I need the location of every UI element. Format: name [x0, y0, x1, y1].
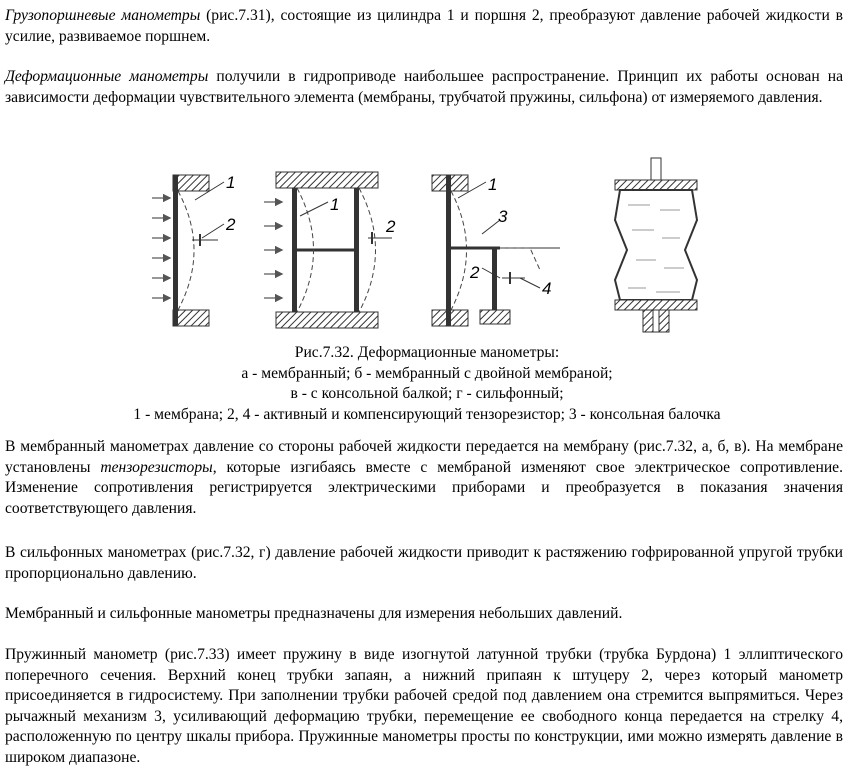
- paragraph-text: В мембранный манометрах давление со стороны рабочей жидкости передается на мембрану (рис.7.32, а, б, в). На мембране установлены: [5, 438, 843, 476]
- label-b2: 2: [386, 217, 396, 236]
- paragraph-bellows-gauges: В сильфонных манометрах (рис.7.32, г) давление рабочей жидкости приводит к растяжению гофрированной упругой трубки пропорционально давлению.: [5, 544, 843, 582]
- paragraph-text: (рис.7.31), состоящие из цилиндра 1 и поршня 2, преобразуют давление рабочей жидкости в усилие, развиваемое поршнем.: [5, 7, 843, 45]
- term-piston-gauges: Грузопоршневые манометры: [5, 7, 201, 24]
- term-deformation-gauges: Деформационные манометры: [5, 68, 209, 85]
- diagram-b-double-membrane: [264, 172, 396, 328]
- diagram-a-membrane: [152, 173, 236, 326]
- paragraph-deformation-gauges: [5, 67, 843, 108]
- paragraph-small-pressures: Мембранный и сильфонные манометры предназначены для измерения небольших давлений.: [5, 605, 623, 622]
- caption-line-cd: в - с консольной балкой; г - сильфонный;: [290, 385, 564, 402]
- label-a2: 2: [226, 215, 236, 234]
- diagram-c-cantilever: [432, 175, 560, 326]
- label-c1: 1: [488, 175, 498, 194]
- caption-line-title: Рис.7.32. Деформационные манометры:: [294, 344, 560, 361]
- figure-7-32: [140, 150, 740, 350]
- caption-line-legend: 1 - мембрана; 2, 4 - активный и компенсирующий тензорезистор; 3 - консольная балочка: [133, 405, 721, 423]
- label-c2: 2: [470, 263, 480, 282]
- paragraph-piston-gauges: [5, 6, 843, 47]
- label-c4: 4: [542, 279, 552, 298]
- gauge-diagrams: [140, 150, 740, 350]
- paragraph-spring-gauge: Пружинный манометр (рис.7.33) имеет пружину в виде изогнутой латунной трубки (трубка Бурдона) 1 эллиптического поперечного сечения. Верхний конец трубки запаян, а нижний припаян к штуцеру 2, через который манометр присоединяется в гидросистему. При заполнении трубки рабочей средой под давлением она стремится выпрямиться. Через рычажный механизм 3, усиливающий деформацию трубки, перемещение ее свободного конца передается на стрелку 4, расположенную по центру шкалы прибора. Пружинные манометры просты по конструкции, ими можно измерять давление в широком диапазоне.: [5, 646, 843, 766]
- label-a1: 1: [226, 173, 236, 192]
- term-strain-gauges: тензорезисторы: [100, 458, 213, 476]
- caption-line-ab: а - мембранный; б - мембранный с двойной мембраной;: [241, 364, 613, 382]
- paragraph-membrane-gauges: [5, 437, 843, 519]
- label-b1: 1: [330, 195, 340, 214]
- paragraph-text: получили в гидроприводе наибольшее распространение. Принцип их работы основан на зависимости деформации чувствительного элемента (мембраны, трубчатой пружины, сильфона) от измеряемого давления.: [5, 68, 844, 106]
- diagram-d-bellows: [615, 158, 697, 332]
- paragraph-text: , которые изгибаясь вместе с мембраной изменяют свое электрическое сопротивление. Изменение сопротивления регистрируется электрическими приборами и преобразуется в показания значения соответствующего давления.: [5, 458, 843, 517]
- figure-caption: [0, 343, 854, 425]
- label-c3: 3: [498, 207, 508, 226]
